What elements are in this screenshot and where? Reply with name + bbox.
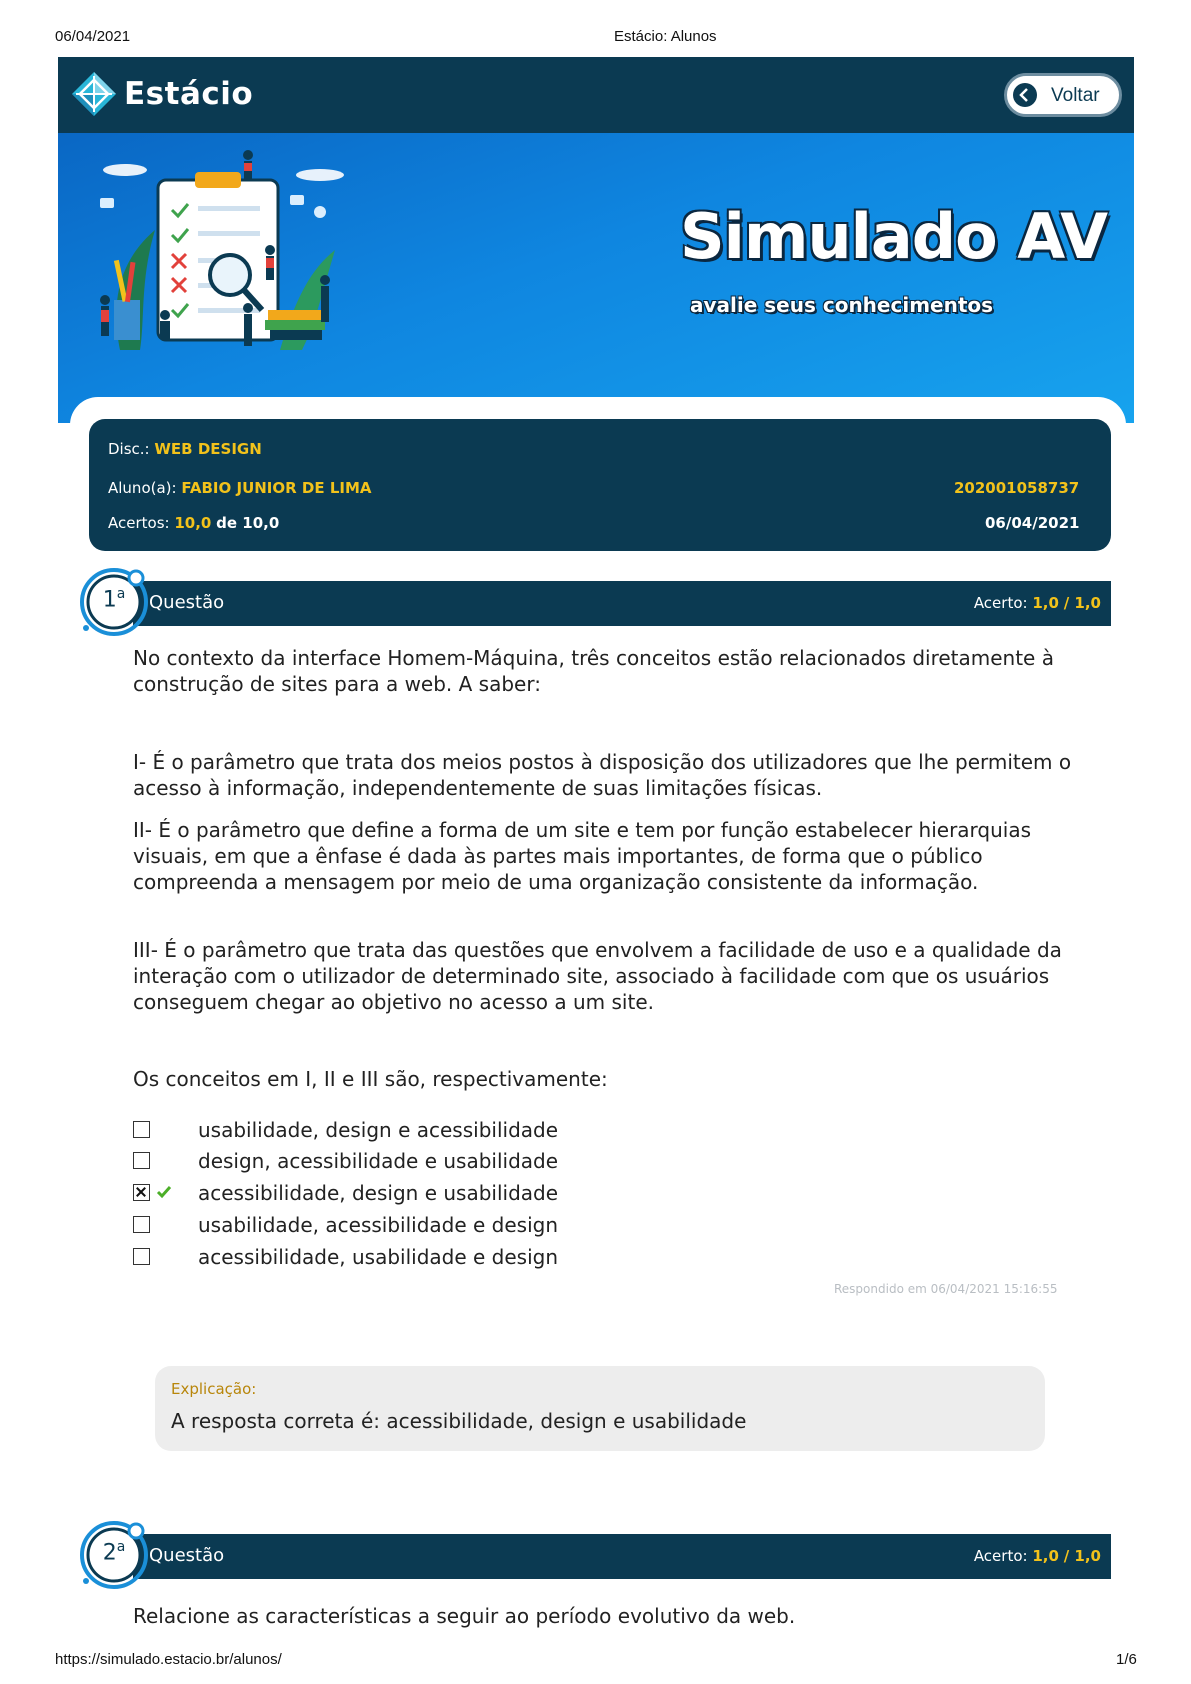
score-value: 10,0 (174, 514, 212, 532)
explanation-box (155, 1366, 1045, 1451)
answered-timestamp: Respondido em 06/04/2021 15:16:55 (834, 1282, 1058, 1296)
statement-i: I- É o parâmetro que trata dos meios postos à disposição dos utilizadores que lhe permitem o acesso à informação, independentemente de suas limitações físicas. (133, 750, 1072, 800)
option-text: design, acessibilidade e usabilidade (198, 1149, 559, 1173)
question-score-total: / 1,0 (1063, 594, 1101, 612)
question-label: Questão (149, 1545, 225, 1566)
score-label: Acertos: (108, 514, 170, 532)
statement-ii: II- É o parâmetro que define a forma de um site e tem por função estabelecer hierarquias visuais, em que a ênfase é dada às partes mais importantes, de forma que o público compreenda a mensagem por meio de uma organização consistente da informação. (133, 818, 1032, 894)
print-page-number: 1/6 (1116, 1651, 1137, 1668)
question-number: 2$^a$ (102, 1539, 126, 1566)
student-line (108, 479, 372, 497)
print-date: 06/04/2021 (55, 28, 131, 45)
score-total: de 10,0 (216, 514, 280, 532)
question-score (974, 594, 1101, 612)
question-prompt: Os conceitos em I, II e III são, respectivamente: (133, 1067, 608, 1091)
option-text: acessibilidade, usabilidade e design (198, 1245, 559, 1269)
brand-name: Estácio (124, 76, 254, 112)
correct-check-icon (155, 1183, 173, 1201)
checkbox[interactable] (133, 1216, 150, 1233)
question-label: Questão (149, 592, 225, 613)
question-number: 1$^a$ (102, 586, 126, 613)
option-text: acessibilidade, design e usabilidade (198, 1181, 559, 1205)
checklist-illustration (80, 150, 360, 370)
answer-option[interactable] (133, 1213, 833, 1241)
statement-iii: III- É o parâmetro que trata das questões que envolvem a facilidade de uso e a qualidade da interação com o utilizador de determinado site, associado à facilidade com que os usuários conseguem chegar ao objetivo no acesso a um site. (133, 938, 1062, 1014)
back-button-label: Voltar (1051, 85, 1100, 106)
checkbox[interactable] (133, 1121, 150, 1138)
estacio-logo-icon (70, 70, 118, 118)
exam-date: 06/04/2021 (985, 514, 1080, 532)
registration-number: 202001058737 (954, 479, 1080, 497)
explanation-text: A resposta correta é: acessibilidade, design e usabilidade (171, 1409, 747, 1433)
answer-option[interactable] (133, 1245, 833, 1273)
banner-title: Simulado AV (680, 200, 1108, 273)
question-intro: No contexto da interface Homem-Máquina, três conceitos estão relacionados diretamente à construção de sites para a web. A saber: (133, 646, 1054, 696)
discipline-value: WEB DESIGN (154, 440, 262, 458)
banner-subtitle: avalie seus conhecimentos (690, 293, 994, 317)
print-url: https://simulado.estacio.br/alunos/ (55, 1651, 282, 1668)
student-name: FABIO JUNIOR DE LIMA (181, 479, 372, 497)
explanation-label: Explicação: (171, 1380, 257, 1398)
student-label: Aluno(a): (108, 479, 177, 497)
option-text: usabilidade, acessibilidade e design (198, 1213, 559, 1237)
checkbox[interactable] (133, 1152, 150, 1169)
answer-option[interactable] (133, 1118, 833, 1146)
answer-option[interactable] (133, 1149, 833, 1177)
question-intro: Relacione as características a seguir ao período evolutivo da web. (133, 1604, 796, 1628)
question-header (133, 581, 1111, 626)
question-score-value: 1,0 (1032, 1547, 1059, 1565)
chevron-left-icon (1013, 83, 1037, 107)
question-score-label: Acerto: (973, 594, 1028, 612)
question-score-value: 1,0 (1032, 594, 1059, 612)
discipline-label: Disc.: (108, 440, 150, 458)
checkbox[interactable] (133, 1248, 150, 1265)
question-score-total: / 1,0 (1063, 1547, 1101, 1565)
question-score (974, 1547, 1101, 1565)
print-title: Estácio: Alunos (614, 28, 717, 45)
checked-checkbox[interactable] (133, 1184, 150, 1201)
back-button[interactable] (1004, 73, 1122, 117)
question-header (133, 1534, 1111, 1579)
score-line (108, 514, 279, 532)
answer-option-selected[interactable] (133, 1181, 833, 1209)
question-score-label: Acerto: (973, 1547, 1028, 1565)
discipline-line (108, 440, 262, 458)
option-text: usabilidade, design e acessibilidade (198, 1118, 559, 1142)
